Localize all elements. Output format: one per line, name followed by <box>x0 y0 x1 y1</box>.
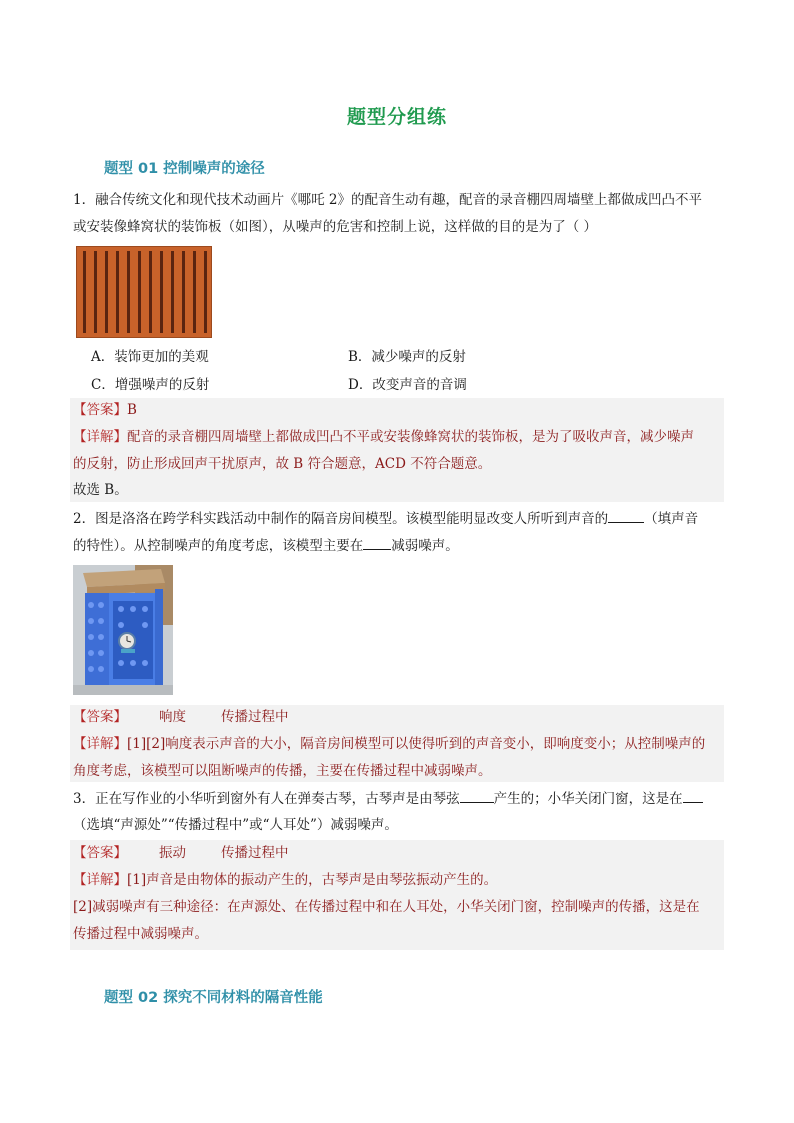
q1-stem-line-2: 或安装像蜂窝状的装饰板（如图），从噪声的危害和控制上说，这样做的目的是为了（ ） <box>73 219 598 235</box>
detail-text: [1]声音是由物体的振动产生的，古琴声是由琴弦振动产生的。 <box>127 872 498 888</box>
q1-option-a: A．装饰更加的美观 <box>91 349 209 365</box>
answer-value-1: 响度 <box>159 709 186 725</box>
q3-stem-line-1 <box>73 788 703 809</box>
q1-option-d: D．改变声音的音调 <box>348 377 467 393</box>
q3-stem-line-2: （选填“声源处”“传播过程中”或“人耳处”）减弱噪声。 <box>73 817 398 833</box>
detail-tag: 【详解】 <box>73 872 127 888</box>
answer-value-2: 传播过程中 <box>221 845 289 861</box>
q3-detail-line-2: [2]减弱噪声有三种途径：在声源处、在传播过程中和在人耳处，小华关闭门窗，控制噪声的传播，这是在 <box>73 899 700 915</box>
q3-detail-line-3: 传播过程中减弱噪声。 <box>73 926 208 942</box>
acoustic-panel-image <box>76 246 212 338</box>
q1-answer-box <box>70 398 724 502</box>
answer-tag: 【答案】 <box>73 709 127 725</box>
q1-detail-line-1 <box>73 427 694 447</box>
q1-detail-line-2: 的反射，防止形成回声干扰原声，故 B 符合题意，ACD 不符合题意。 <box>73 456 492 472</box>
answer-value-1: 振动 <box>159 845 186 861</box>
section-heading-1: 题型 01 控制噪声的途径 <box>104 161 265 177</box>
fill-blank <box>460 788 494 803</box>
q2-stem-text-3: 的特性）。从控制噪声的角度考虑，该模型主要在 <box>73 538 364 554</box>
q3-answer <box>73 843 289 863</box>
answer-tag: 【答案】 <box>73 402 127 418</box>
q2-stem-line-1 <box>73 508 698 529</box>
q1-detail-line-3: 故选 B。 <box>73 482 128 498</box>
q1-option-b: B．减少噪声的反射 <box>348 349 466 365</box>
q2-detail-line-1 <box>73 734 705 754</box>
soundproof-room-model-photo <box>73 565 173 695</box>
detail-tag: 【详解】 <box>73 429 127 445</box>
q2-stem-line-2 <box>73 535 459 556</box>
page-title: 题型分组练 <box>346 106 447 128</box>
section-heading-2: 题型 02 探究不同材料的隔音性能 <box>104 990 323 1006</box>
q2-answer <box>73 707 289 727</box>
q1-answer <box>73 400 137 420</box>
q1-stem-line-1: 1．融合传统文化和现代技术动画片《哪吒 2》的配音生动有趣，配音的录音棚四周墙壁上都做成凹凸不平 <box>73 192 702 208</box>
q2-stem-text-4: 减弱噪声。 <box>391 538 459 554</box>
q3-stem-text-1: 3．正在写作业的小华听到窗外有人在弹奏古琴，古琴声是由琴弦 <box>73 791 460 807</box>
detail-tag: 【详解】 <box>73 736 127 752</box>
answer-tag: 【答案】 <box>73 845 127 861</box>
q3-detail-line-1 <box>73 870 497 890</box>
q2-detail-line-2: 角度考虑，该模型可以阻断噪声的传播，主要在传播过程中减弱噪声。 <box>73 763 492 779</box>
fill-blank <box>608 508 644 523</box>
q3-stem-text-2: 产生的；小华关闭门窗，这是在 <box>493 791 683 807</box>
fill-blank <box>683 788 703 803</box>
answer-value-2: 传播过程中 <box>221 709 289 725</box>
answer-value: B <box>127 402 137 418</box>
q2-stem-text-1: 2．图是洛洛在跨学科实践活动中制作的隔音房间模型。该模型能明显改变人所听到声音的 <box>73 511 609 527</box>
q1-option-c: C．增强噪声的反射 <box>91 377 210 393</box>
fill-blank <box>363 535 391 550</box>
detail-text: [1][2]响度表示声音的大小，隔音房间模型可以使得听到的声音变小，即响度变小；从控制噪声的 <box>127 736 706 752</box>
q2-stem-text-2: （填声音 <box>644 511 699 527</box>
detail-text: 配音的录音棚四周墙壁上都做成凹凸不平或安装像蜂窝状的装饰板，是为了吸收声音，减少噪声 <box>127 429 694 445</box>
